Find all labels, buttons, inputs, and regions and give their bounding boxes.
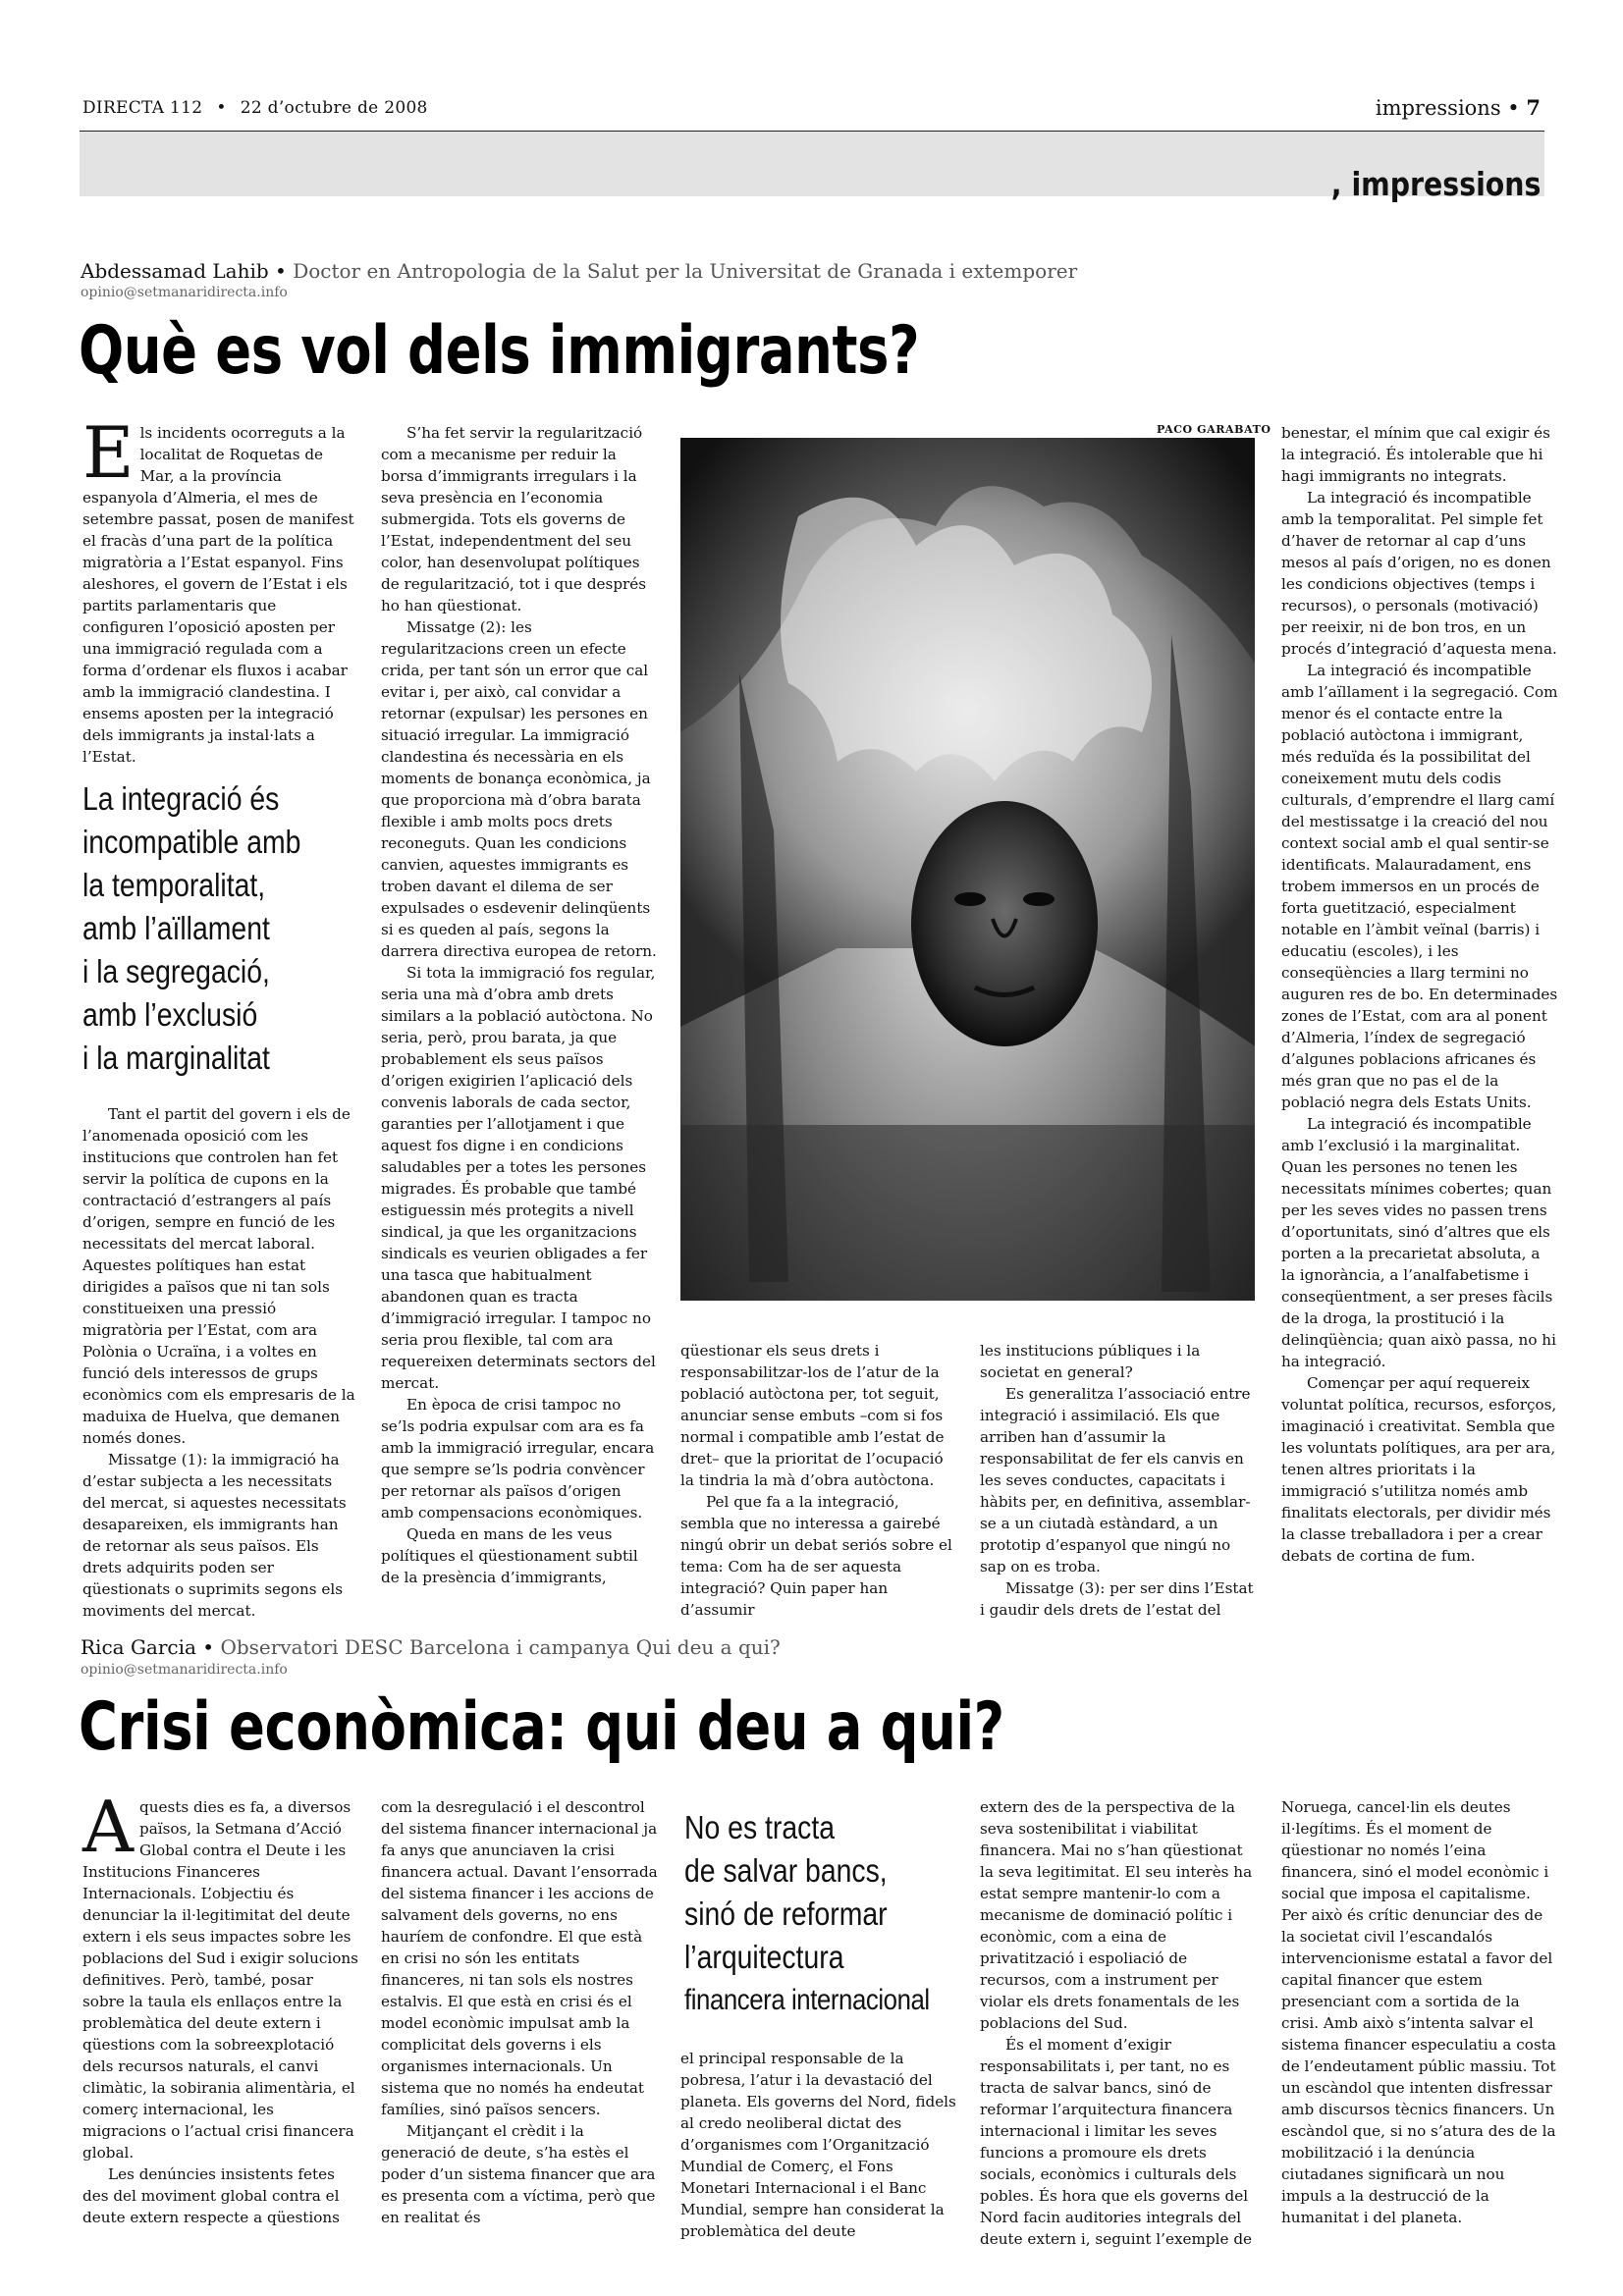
article2-paragraph: el principal responsable de la pobresa, l’atur i la devastació del planeta. Els governs del Nord, fidels al credo neoliberal dictat des d’organismes com l’Organització Mundial de Comerç, el Fons Monetari Internacional i el Banc Mundial, sempre han considerat la problemàtica del deute [680,2050,956,2240]
article1-paragraph: La integració és incompatible amb l’exclusió i la marginalitat. Quan les persones no tenen les necessitats mínimes cobertes; quan per les seves vides no passen trens d’oportunitats, sinó d’altres que els porten a la precarietat absoluta, a la ignorància, a l’analfabetisme i conseqüentment, a ser preses fàcils de la droga, la prostitució i la delinqüència; quan això passa, no hi ha integració. [1281,1115,1556,1370]
dropcap: A [82,1786,134,1868]
article1-intro: ls incidents ocorreguts a la localitat de Roquetas de Mar, a la província espanyola d’Almeria, el mes de setembre passat, posen de manifest el fracàs d’una part de la política migratòria a l’Estat espanyol. Fins aleshores, el govern de l’Estat i els partits parlamentaris que configuren l’oposició aposten per una immigració regulada com a forma d’ordenar els fluxos i acabar amb la immigració clandestina. I ensems aposten per la integració dels immigrants ja instal·lats a l’Estat. [82,424,354,766]
pullquote-line: No es tracta [684,1809,836,1845]
pullquote-line: amb l’exclusió [82,996,258,1033]
pullquote-line: l’arquitectura [684,1939,844,1975]
section-band [80,132,1544,196]
article2-column-1 [82,1786,359,2228]
section-title: , impressions [1330,165,1541,203]
article1-headline: Què es vol dels immigrants? [79,312,920,390]
article1-column-4 [980,1340,1257,1621]
article1-paragraph: Missatge (2): les regularitzacions creen un efecte crida, per tant són un error que cal evitar i, per això, cal convidar a retornar (expulsar) les persones en situació irregular. La immigració clandestina és necessària en els moments de bonança econòmica, ja que proporciona mà d’obra barata flexible i amb molts pocs drets reconeguts. Quan les condicions canvien, aquestes immigrants es troben davant el dilema de ser expulsades o esdevenir delinqüents si es queden al país, segons la darrera directiva europea de retorn. [381,618,657,960]
article1-column-5 [1281,422,1558,1567]
page-number: 7 [1526,95,1541,120]
pullquote-line: la temporalitat, [82,867,266,903]
pullquote-line: i la segregació, [82,953,270,989]
article1-paragraph: les institucions públiques i la societat en general? [980,1342,1201,1381]
article2-author: Rica Garcia [81,1635,196,1659]
article1-paragraph [82,411,355,768]
pullquote-line: de salvar bancs, [684,1852,888,1889]
article1-paragraph: Començar per aquí requereix voluntat política, recursos, esforços, imaginació i creativitat. Sembla que les voluntats polítiques, ara per ara, tenen altres prioritats i la immigració s’utilitza només amb finalitats electorals, per dividir més la classe treballadora i per a crear debats de cortina de fum. [1281,1374,1557,1565]
article1-paragraph: Pel que fa a la integració, sembla que no interessa a gairebé ningú obrir un debat seriós sobre el tema: Com ha de ser aquesta integració? Quin paper han d’assumir [680,1493,952,1619]
article2-pullquote [684,1806,930,2022]
pullquote-line: incompatible amb [82,824,301,860]
header-separator: • [216,98,227,118]
article2-column-4 [980,1796,1257,2250]
article1-author: Abdessamad Lahib [81,259,269,283]
section-name: impressions [1375,96,1501,120]
article2-column-2 [381,1796,658,2228]
article2-paragraph: Mitjançant el crèdit i la generació de deute, s’ha estès el poder d’un sistema financer que ara es presenta com a víctima, però que en realitat és [381,2122,656,2226]
article2-headline: Crisi econòmica: qui deu a qui? [79,1688,1004,1766]
article1-paragraph: qüestionar els seus drets i responsabilitzar-los de l’atur de la població autòctona per, tot seguit, anunciar sense embuts –com si fos normal i compatible amb l’estat de dret– que la prioritat de l’ocupació la tindria la mà d’obra autòctona. [680,1342,945,1489]
article2-column-3 [680,2048,957,2242]
article1-column-1 [82,411,355,768]
issue-date: 22 d’octubre de 2008 [240,98,428,118]
article1-role: Doctor en Antropologia de la Salut per la Universitat de Granada i extemporer [293,259,1078,283]
article-photo [680,438,1255,1301]
article2-paragraph [82,1786,359,2163]
issue-date-line [82,98,428,118]
pullquote-line: i la marginalitat [82,1040,270,1076]
article2-paragraph: És el moment d’exigir responsabilitats i, per tant, no es tracta de salvar bancs, sinó de reformar l’arquitectura financera internacional i limitar les seves funcions a promoure els drets socials, econòmics i culturals dels pobles. És hora que els governs del Nord facin auditories integrals del deute extern i, seguint l’exemple de [980,2036,1253,2248]
article1-byline [81,259,1077,283]
byline-separator: • [268,259,294,283]
article1-pullquote [82,777,300,1080]
article1-paragraph: Missatge (1): la immigració ha d’estar subjecta a les necessitats del mercat, si aquestes necessitats desapareixen, els immigrants han de retornar als seus països. Els drets adquirits poden ser qüestionats o suprimits segons els moviments del mercat. [82,1451,347,1620]
article1-paragraph: En època de crisi tampoc no se’ls podria expulsar com ara es fa amb la immigració irregular, encara que sempre se’ls podria convèncer per retornar als països d’origen amb compensacions econòmiques. [381,1396,655,1522]
byline-separator: • [195,1635,221,1659]
article2-paragraph: Noruega, cancel·lin els deutes il·legítims. És el moment de qüestionar no només l’eina financera, sinó el model econòmic i social que imposa el capitalisme. Per això és crític denunciar des de la societat civil l’escandalós intervencionisme estatal a favor del capital financer que estem presenciant com a sortida de la crisi. Amb això s’intenta salvar el sistema financer especulatiu a costa de l’endeutament públic massiu. Tot un escàndol que intenten disfressar amb discursos tècnics financers. Un escàndol que, si no s’atura des de la mobilització i la denúncia ciutadanes significarà un nou impuls a la destrucció de la humanitat i del planeta. [1281,1798,1556,2226]
article1-paragraph: Tant el partit del govern i els de l’anomenada oposició com les institucions que controlen han fet servir la política de cupons en la contractació d’estrangers al país d’origen, sempre en funció de les necessitats del mercat laboral. Aquestes polítiques han estat dirigides a països que ni tan sols constitueixen una pressió migratòria per l’Estat, com ara Polònia o Ucraïna, i a voltes en funció dels interessos de grups econòmics com els empresaris de la maduixa de Huelva, que demanen només dones. [82,1105,355,1447]
article2-paragraph: com la desregulació i el descontrol del sistema financer internacional ja fa anys que anunciaven la crisi financera actual. Davant l’ensorrada del sistema financer i les accions de salvament dels governs, no ens hauríem de confondre. El que està en crisi no són les entitats financeres, ni tan sols els nostres estalvis. El que està en crisi és el model econòmic impulsat amb la complicitat dels governs i els organismes internacionals. Un sistema que no només ha endeutat famílies, sinó països sencers. [381,1798,658,2118]
page-marker [1376,95,1541,120]
article1-paragraph: La integració és incompatible amb l’aïllament i la segregació. Com menor és el contacte entre la població autòctona i immigrant, més reduïda és la possibilitat del coneixement mutu dels codis culturals, d’emprendre el llarg camí del mestissatge i la creació del nou context social amb el qual sentir-se identificats. Malauradament, ens trobem immersos en un procés de forta guetització, especialment notable en l’àmbit veïnal (barris) i educatiu (escoles), i les conseqüències a llarg termini no auguren res de bo. En determinades zones de l’Estat, com ara al ponent d’Almeria, l’índex de segregació d’algunes poblacions africanes és més gran que no pas el de la població negra dels Estats Units. [1281,662,1558,1111]
article1-paragraph: Es generalitza l’associació entre integració i assimilació. Els que arriben han d’assumir la responsabilitat de fer els canvis en les seves conductes, capacitats i hàbits per, en definitiva, assemblar-se a un ciutadà estàndard, a un prototip d’espanyol que ningú no sap on es troba. [980,1385,1251,1575]
photo-credit: PACO GARABATO [1157,423,1271,436]
article1-column-2 [381,422,658,1588]
photo-illustration [680,438,1255,1301]
article1-paragraph: Queda en mans de les veus polítiques el qüestionament subtil de la presència d’immigrants, [381,1525,638,1586]
article2-byline [81,1635,781,1659]
article1-paragraph: Missatge (3): per ser dins l’Estat i gaudir dels drets de l’estat del [980,1579,1254,1619]
article1-paragraph: Si tota la immigració fos regular, seria una mà d’obra amb drets similars a la població autòctona. No seria, però, prou barata, ja que probablement els seus països d’origen exigirien l’aplicació dels convenis laborals de cada sector, garanties per l’allotjament i que aquest fos digne i en condicions saludables per a totes les persones migrades. És probable que també estiguessin més protegits a nivell sindical, ja que les organitzacions sindicals es veurien obligades a fer una tasca que habitualment abandonen quan es tracta d’immigració irregular. I tampoc no seria prou flexible, tal com ara requereixen determinats sectors del mercat. [381,964,656,1392]
pullquote-line: financera internacional [684,1984,930,2016]
dropcap: E [82,411,135,494]
article1-paragraph: La integració és incompatible amb la temporalitat. Pel simple fet d’haver de retornar al cap d’uns mesos al país d’origen, no es donen les condicions objectives (temps i recursos), o personals (motivació) per reeixir, ni de bon tros, en un procés d’integració d’aquesta mena. [1281,489,1557,658]
article2-intro: quests dies es fa, a diversos països, la Setmana d’Acció Global contra el Deute i les Institucions Financeres Internacionals. L’objectiu és denunciar la il·legitimitat del deute extern i els seus impactes sobre les poblacions del Sud i exigir solucions definitives. Però, també, posar sobre la taula els enllaços entre la problemàtica del deute extern i qüestions com la sobreexplotació dels recursos naturals, el canvi climàtic, la sobirania alimentària, el comerç internacional, les migracions o l’actual crisi financera global. [82,1798,358,2162]
pullquote-line: sinó de reformar [684,1896,888,1932]
article1-column-1b [82,1103,355,1622]
article1-column-3 [680,1340,957,1621]
article2-paragraph: Les denúncies insistents fetes des del moviment global contra el deute extern respecte a qüestions [82,2165,340,2226]
article1-email: opinio@setmanaridirecta.info [81,285,288,300]
article2-email: opinio@setmanaridirecta.info [81,1662,288,1678]
issue-number: DIRECTA 112 [82,98,203,118]
article2-role: Observatori DESC Barcelona i campanya Qui deu a qui? [220,1635,781,1659]
article1-paragraph: S’ha fet servir la regularització com a mecanisme per reduir la borsa d’immigrants irregulars i la seva presència en l’economia submergida. Tots els governs de l’Estat, independentment del seu color, han desenvolupat polítiques de regularització, tot i que després ho han qüestionat. [381,424,647,614]
article1-paragraph: benestar, el mínim que cal exigir és la integració. És intolerable que hi hagi immigrants no integrats. [1281,424,1550,485]
article2-paragraph: extern des de la perspectiva de la seva sostenibilitat i viabilitat financera. Mai no s’han qüestionat la seva legitimitat. El seu interès ha estat sempre mantenir-lo com a mecanisme de dominació polític i econòmic, com a eina de privatització i espoliació de recursos, com a instrument per violar els drets fonamentals de les poblacions del Sud. [980,1798,1253,2032]
pullquote-line: amb l’aïllament [82,910,270,946]
article2-column-5 [1281,1796,1558,2228]
pullquote-line: La integració és [82,780,280,817]
page-separator: • [1500,96,1527,120]
